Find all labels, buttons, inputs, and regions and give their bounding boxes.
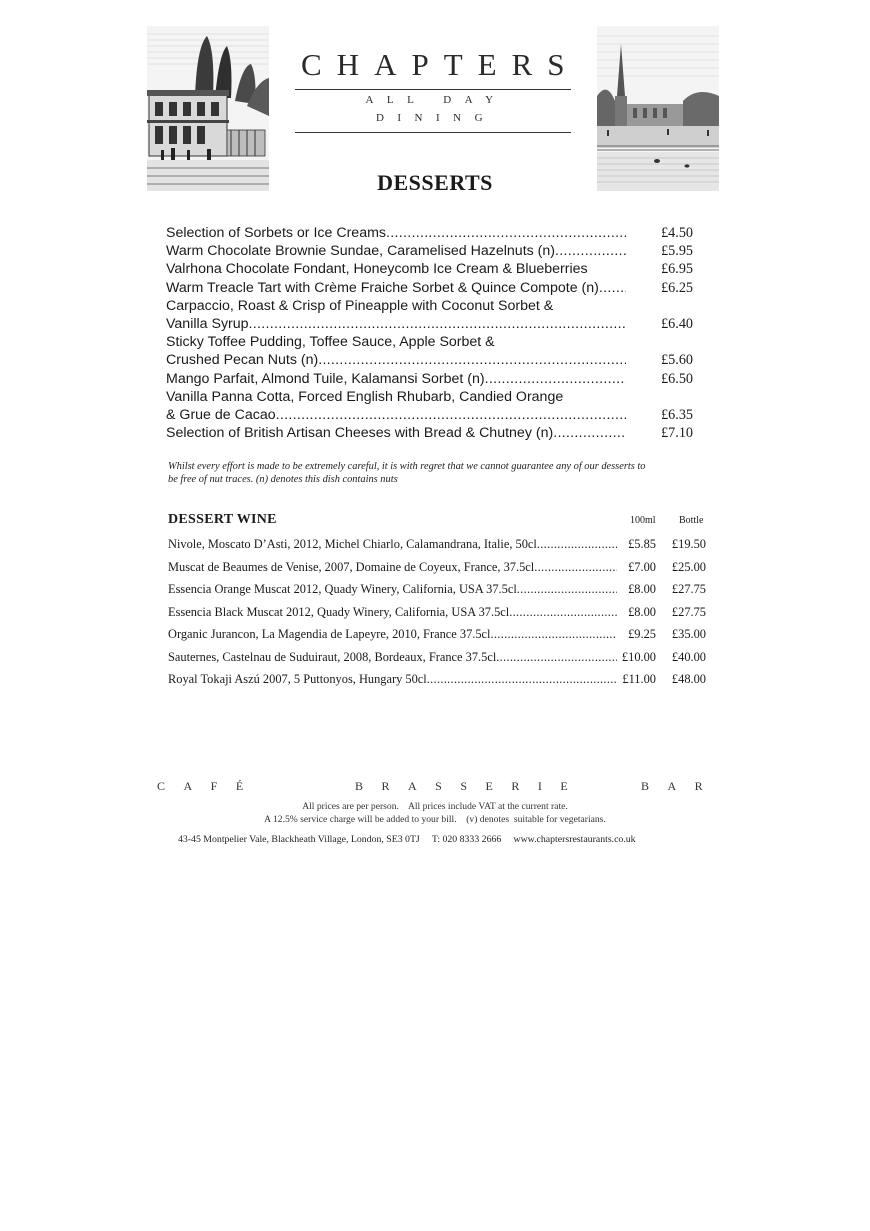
footer-bar: BAR <box>641 779 722 793</box>
wine-glass-price: £5.85 <box>628 537 656 551</box>
dessert-price: £5.95 <box>661 243 693 260</box>
wine-glass-price: £8.00 <box>628 582 656 596</box>
wine-row <box>168 558 713 581</box>
nut-disclaimer: Whilst every effort is made to be extremely careful, it is with regret that we cannot guarantee any of our desserts to be free of nut traces. (n) denotes this dish contains nuts <box>168 461 646 486</box>
brand-name: CHAPTERS <box>301 47 580 82</box>
dessert-name: Valrhona Chocolate Fondant, Honeycomb Ice Cream & Blueberries <box>166 261 588 278</box>
dessert-item <box>166 224 696 242</box>
wine-name: Sauternes, Castelnau de Suduiraut, 2008, Bordeaux, France 37.5cl <box>168 649 497 664</box>
wine-bottle-price: £40.00 <box>671 649 706 664</box>
wine-row <box>168 580 713 603</box>
dessert-name: Mango Parfait, Almond Tuile, Kalamansi Sorbet (n) <box>166 370 485 387</box>
dessert-item <box>166 370 696 388</box>
dessert-wine-heading: DESSERT WINE <box>168 512 277 527</box>
dessert-price: £6.25 <box>661 279 693 296</box>
wine-row <box>168 670 713 693</box>
wine-glass-price: £9.25 <box>628 627 656 641</box>
wine-row <box>168 535 713 558</box>
bottle-column-header: Bottle <box>679 515 704 526</box>
wine-row <box>168 603 713 626</box>
dessert-name: Selection of British Artisan Cheeses with Bread & Chutney (n) <box>166 425 554 442</box>
wine-name: Muscat de Beaumes de Venise, 2007, Domaine de Coyeux, France, 37.5cl <box>168 559 535 574</box>
dessert-name: Crushed Pecan Nuts (n) <box>166 352 319 369</box>
dessert-price: £5.60 <box>661 352 693 369</box>
wine-bottle-price: £25.00 <box>671 559 706 574</box>
dessert-price: £4.50 <box>661 225 693 241</box>
footer-note-service: A 12.5% service charge will be added to your bill. (v) denotes suitable for vegetarians. <box>264 814 606 825</box>
dessert-price: £7.10 <box>661 425 693 442</box>
brand-divider-bottom <box>295 132 571 133</box>
footer-brasserie: BRASSERIE <box>355 779 587 793</box>
dessert-item <box>166 333 696 369</box>
dessert-name: Selection of Sorbets or Ice Creams <box>166 225 387 241</box>
dessert-price: £6.50 <box>661 370 693 387</box>
dessert-item <box>166 242 696 260</box>
dessert-price: £6.40 <box>661 316 693 333</box>
wine-bottle-price: £19.50 <box>671 537 706 551</box>
wine-name: Nivole, Moscato D’Asti, 2012, Michel Chiarlo, Calamandrana, Italie, 50cl <box>168 537 537 551</box>
wine-bottle-price: £27.75 <box>671 604 706 619</box>
dessert-name: & Grue de Cacao <box>166 407 276 424</box>
footer-cafe: CAFÉ <box>157 779 262 793</box>
wine-name: Royal Tokaji Aszú 2007, 5 Puttonyos, Hungary 50cl <box>168 672 427 686</box>
dessert-name: Vanilla Syrup <box>166 316 249 333</box>
wine-row <box>168 625 713 648</box>
wine-glass-price: £7.00 <box>628 559 656 574</box>
brand-divider-top <box>295 89 571 90</box>
dessert-item <box>166 279 696 297</box>
wine-glass-price: £8.00 <box>628 604 656 619</box>
wine-glass-price: £11.00 <box>622 672 656 686</box>
dessert-name-line1: Carpaccio, Roast & Crisp of Pineapple with Coconut Sorbet & <box>166 297 554 314</box>
glass-column-header: 100ml <box>630 515 656 526</box>
footer-note-prices: All prices are per person. All prices include VAT at the current rate. <box>302 801 568 812</box>
dessert-item <box>166 260 696 278</box>
brand-block <box>293 46 580 133</box>
dessert-name-line1: Vanilla Panna Cotta, Forced English Rhubarb, Candied Orange <box>166 388 564 405</box>
dessert-name: Warm Chocolate Brownie Sundae, Caramelised Hazelnuts (n) <box>166 243 556 260</box>
church-engraving <box>597 26 719 191</box>
wine-glass-price: £10.00 <box>621 649 656 664</box>
wine-row <box>168 648 713 671</box>
dessert-item <box>166 424 696 442</box>
wine-name: Organic Jurancon, La Magendia de Lapeyre, 2010, France 37.5cl <box>168 627 491 641</box>
station-engraving <box>147 26 269 191</box>
dessert-name-line1: Sticky Toffee Pudding, Toffee Sauce, Apple Sorbet & <box>166 334 495 351</box>
wine-name: Essencia Orange Muscat 2012, Quady Winery, California, USA 37.5cl <box>168 582 517 596</box>
wine-bottle-price: £48.00 <box>671 672 706 686</box>
footer-address: 43-45 Montpelier Vale, Blackheath Village, London, SE3 0TJ T: 020 8333 2666 www.chaptersrestaurants.co.uk <box>178 834 636 845</box>
page-title: DESSERTS <box>377 170 493 195</box>
dessert-item <box>166 388 696 424</box>
dessert-price: £6.35 <box>661 407 693 424</box>
wine-bottle-price: £27.75 <box>671 582 706 596</box>
wine-name: Essencia Black Muscat 2012, Quady Winery, California, USA 37.5cl <box>168 604 510 619</box>
brand-tagline: ALL DAY DINING <box>365 94 507 124</box>
dessert-item <box>166 297 696 333</box>
wine-list <box>168 535 713 693</box>
dessert-name: Warm Treacle Tart with Crème Fraiche Sorbet & Quince Compote (n) <box>166 279 599 296</box>
desserts-list <box>166 224 696 442</box>
wine-bottle-price: £35.00 <box>671 627 706 641</box>
dessert-price: £6.95 <box>661 261 693 278</box>
